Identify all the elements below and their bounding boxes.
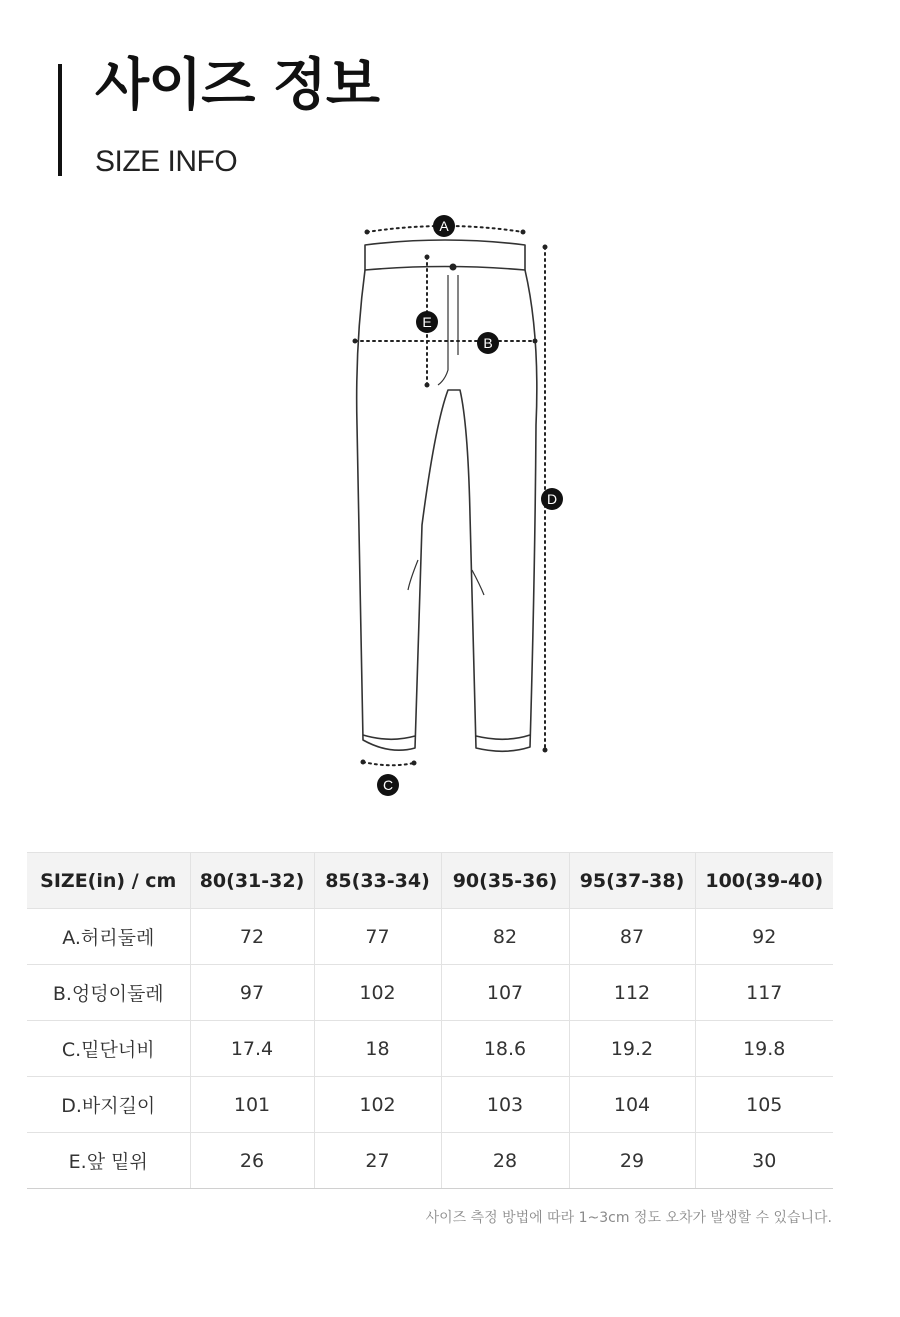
table-cell: 28 <box>441 1133 569 1189</box>
pants-outline <box>357 240 537 751</box>
measurement-note: 사이즈 측정 방법에 따라 1~3cm 정도 오차가 발생할 수 있습니다. <box>425 1210 832 1226</box>
svg-text:E: E <box>422 314 432 330</box>
table-cell: 72 <box>190 909 314 965</box>
page-title: 사이즈 정보 <box>95 53 379 118</box>
marker-c <box>377 774 399 796</box>
marker-d <box>541 488 563 510</box>
table-row <box>27 965 833 1021</box>
title-accent-bar <box>58 64 62 176</box>
marker-a <box>433 215 455 237</box>
table-row <box>27 909 833 965</box>
page-subtitle: SIZE INFO <box>95 145 238 178</box>
table-cell: 102 <box>314 1077 441 1133</box>
table-cell: 101 <box>190 1077 314 1133</box>
table-cell: 102 <box>314 965 441 1021</box>
table-row <box>27 1133 833 1189</box>
marker-b <box>477 332 499 354</box>
table-cell: 19.2 <box>569 1021 695 1077</box>
table-cell: 105 <box>695 1077 833 1133</box>
table-cell: 87 <box>569 909 695 965</box>
measurement-guides <box>355 226 545 765</box>
svg-text:C: C <box>382 777 394 793</box>
row-label: C.밑단너비 <box>27 1021 190 1077</box>
table-row <box>27 1077 833 1133</box>
header-cell: 85(33-34) <box>314 853 441 909</box>
header-cell: 95(37-38) <box>569 853 695 909</box>
table-cell: 17.4 <box>190 1021 314 1077</box>
table-cell: 97 <box>190 965 314 1021</box>
table-cell: 19.8 <box>695 1021 833 1077</box>
table-cell: 18.6 <box>441 1021 569 1077</box>
svg-text:D: D <box>546 491 558 507</box>
table-cell: 92 <box>695 909 833 965</box>
table-row <box>27 1021 833 1077</box>
row-label: D.바지길이 <box>27 1077 190 1133</box>
header-cell: 80(31-32) <box>190 853 314 909</box>
table-cell: 30 <box>695 1133 833 1189</box>
table-cell: 103 <box>441 1077 569 1133</box>
row-label: E.앞 밑위 <box>27 1133 190 1189</box>
table-cell: 107 <box>441 965 569 1021</box>
header-cell: 90(35-36) <box>441 853 569 909</box>
marker-e <box>416 311 438 333</box>
header-cell: SIZE(in) / cm <box>27 853 190 909</box>
table-cell: 27 <box>314 1133 441 1189</box>
table-cell: 112 <box>569 965 695 1021</box>
svg-text:B: B <box>483 335 493 351</box>
table-header-row <box>27 853 833 909</box>
header-cell: 100(39-40) <box>695 853 833 909</box>
svg-text:A: A <box>439 218 449 234</box>
table-cell: 26 <box>190 1133 314 1189</box>
table-cell: 29 <box>569 1133 695 1189</box>
guide-endpoints <box>353 230 548 766</box>
size-table <box>27 852 833 1189</box>
table-cell: 18 <box>314 1021 441 1077</box>
row-label: B.엉덩이둘레 <box>27 965 190 1021</box>
table-cell: 104 <box>569 1077 695 1133</box>
pants-measurement-diagram <box>0 195 900 805</box>
table-cell: 77 <box>314 909 441 965</box>
button-icon <box>450 264 457 271</box>
table-cell: 117 <box>695 965 833 1021</box>
row-label: A.허리둘레 <box>27 909 190 965</box>
table-cell: 82 <box>441 909 569 965</box>
